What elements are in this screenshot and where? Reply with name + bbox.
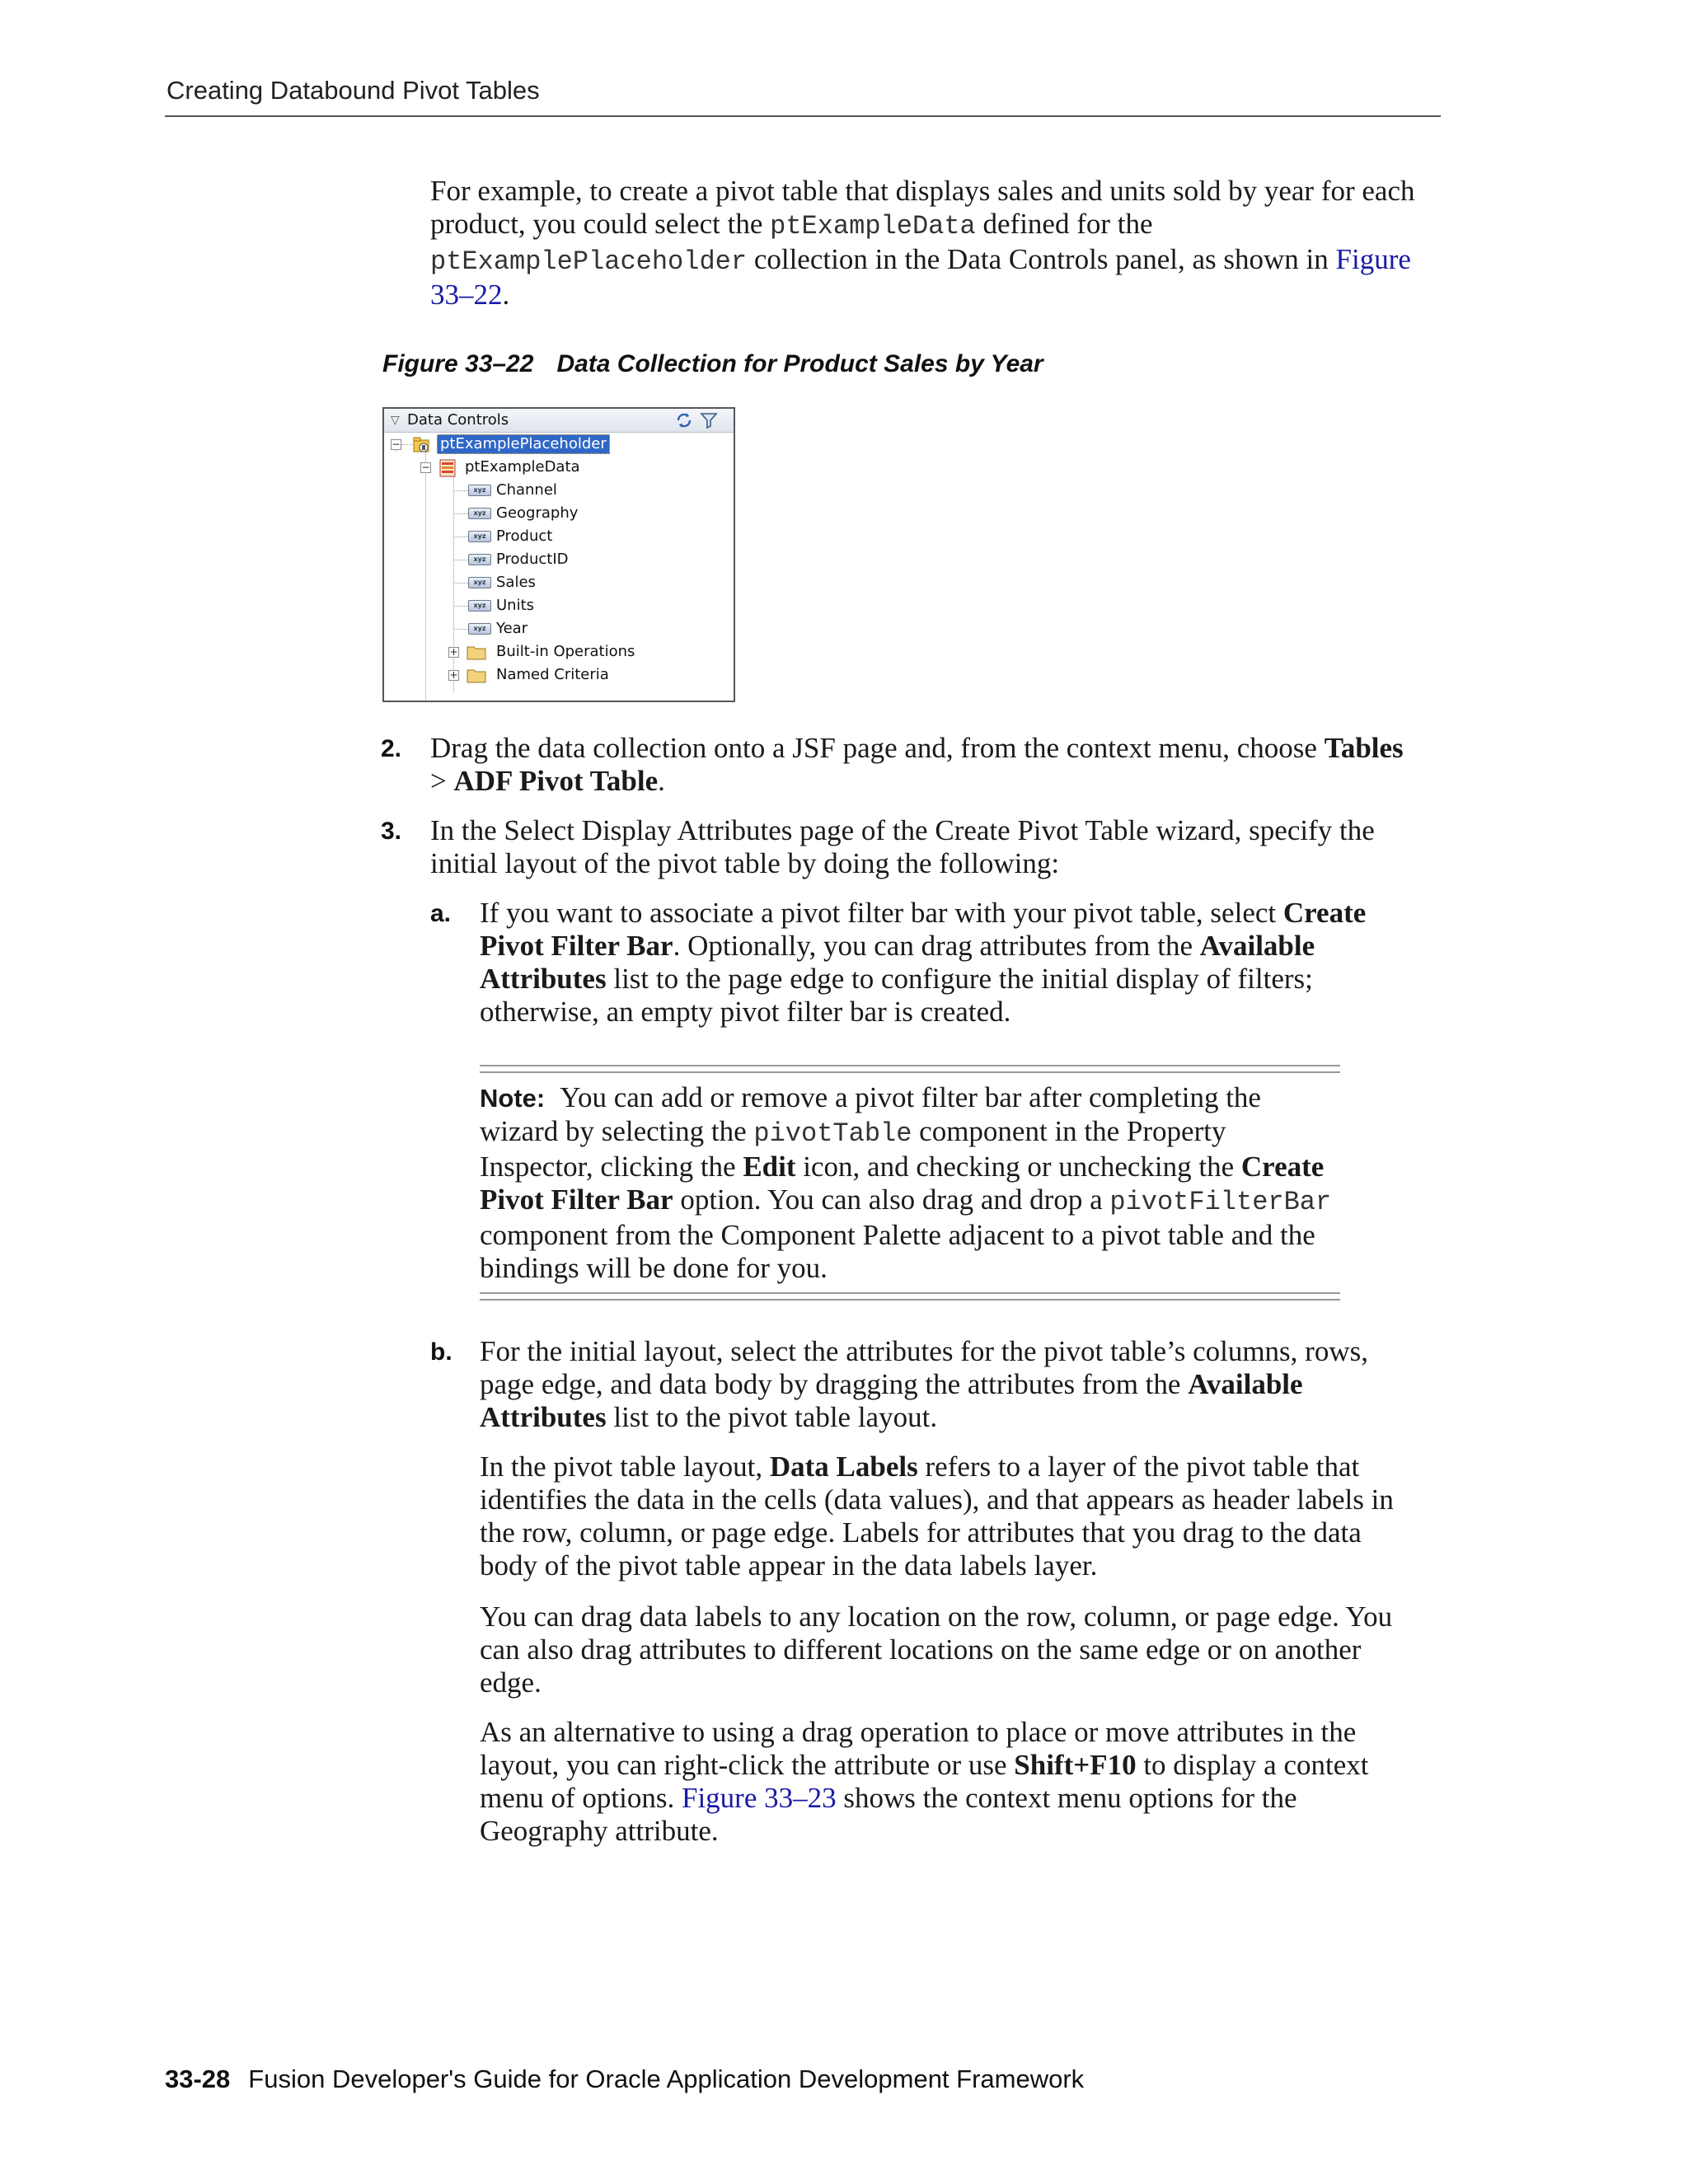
intro-paragraph: [430, 175, 1424, 312]
note-text-3: icon, and checking or unchecking the: [795, 1151, 1241, 1183]
tree-line: [453, 606, 470, 607]
step-2-bold-1: Tables: [1324, 732, 1404, 764]
step-3a-bold-2: Available Attributes: [480, 930, 1315, 995]
collapse-triangle-icon[interactable]: ▽: [391, 414, 400, 427]
data-controls-panel: [382, 407, 735, 702]
data-labels-text-1: In the pivot table layout,: [480, 1451, 770, 1483]
tree-node-attribute[interactable]: [384, 480, 734, 501]
collapse-icon[interactable]: −: [392, 438, 401, 450]
panel-title: Data Controls: [407, 411, 509, 429]
note-bold-2: Create Pivot Filter Bar: [480, 1151, 1325, 1216]
data-labels-bold: Data Labels: [769, 1451, 918, 1483]
tree-label-attribute[interactable]: Geography: [496, 504, 579, 522]
note-text-5: component from the Component Palette adjacent to a pivot table and the bindings will be done for you.: [480, 1219, 1315, 1284]
step-3-text: In the Select Display Attributes page of the Create Pivot Table wizard, specify the initial layout of the pivot table by doing the following:: [430, 814, 1375, 879]
step-3a-bold-1: Create Pivot Filter Bar: [480, 897, 1367, 962]
tree-label-folder[interactable]: Named Criteria: [496, 666, 609, 683]
tree-label-attribute[interactable]: Product: [496, 527, 553, 545]
running-header: Creating Databound Pivot Tables: [166, 76, 540, 105]
tree-label-attribute[interactable]: ProductID: [496, 551, 569, 568]
figure-title: Data Collection for Product Sales by Year: [556, 350, 1043, 377]
header-rule: [165, 115, 1441, 117]
substep-letter: b.: [430, 1338, 452, 1366]
figure-number: Figure 33–22: [382, 350, 534, 377]
tree-line: [453, 629, 470, 630]
note-box: [480, 1081, 1340, 1285]
tree-label-folder[interactable]: Built-in Operations: [496, 643, 635, 660]
step-3a-text-1: If you want to associate a pivot filter bar with your pivot table, select: [480, 897, 1283, 929]
tree-node-attribute[interactable]: [384, 526, 734, 547]
alternative-text-1: As an alternative to using a drag operation to place or move attributes in the layout, you can right-click the attribute or use: [480, 1716, 1357, 1781]
step-3a-text-2: . Optionally, you can drag attributes from the: [673, 930, 1200, 962]
tree-node-attribute[interactable]: [384, 572, 734, 593]
alternative-text-3: shows the context menu options for the Geography attribute.: [480, 1782, 1297, 1847]
note-text-4: option. You can also drag and drop a: [673, 1183, 1110, 1216]
tree-node-attribute[interactable]: [384, 549, 734, 570]
refresh-icon[interactable]: [674, 410, 694, 430]
tree-node-attribute[interactable]: [384, 503, 734, 524]
code-pivotTable: pivotTable: [753, 1118, 912, 1149]
data-control-icon: [412, 435, 432, 453]
folder-icon: [467, 667, 486, 683]
attribute-icon: xyz: [468, 485, 491, 496]
step-3a-text-3: list to the page edge to configure the initial display of filters; otherwise, an empty pivot filter bar is created.: [480, 963, 1313, 1028]
intro-text-4: .: [502, 279, 510, 311]
step-number: 2.: [381, 735, 402, 762]
step-2-text-2: >: [430, 765, 454, 797]
tree-label-attribute[interactable]: Units: [496, 597, 535, 614]
folder-icon: [467, 644, 486, 660]
intro-text-1: For example, to create a pivot table that displays sales and units sold by year for each product, you could select the: [430, 175, 1415, 240]
tree-line: [453, 490, 470, 491]
tree-node-root[interactable]: [384, 434, 734, 455]
attribute-icon: xyz: [468, 623, 491, 635]
step-3b-text-2: list to the pivot table layout.: [606, 1401, 938, 1433]
step-3a-text: [480, 897, 1424, 1029]
attribute-icon: xyz: [468, 508, 491, 519]
note-bottom-rule: [480, 1292, 1340, 1301]
tree-label-collection[interactable]: ptExampleData: [465, 458, 580, 476]
alternative-text-2: to display a context menu of options.: [480, 1749, 1369, 1814]
attribute-icon: xyz: [468, 600, 491, 612]
attribute-icon: xyz: [468, 531, 491, 542]
book-title: Fusion Developer's Guide for Oracle Application Development Framework: [248, 2064, 1085, 2093]
step-3b-bold-1: Available Attributes: [480, 1368, 1303, 1433]
tree-node-collection[interactable]: [384, 457, 734, 478]
code-ptExampleData: ptExampleData: [770, 211, 976, 241]
step-number: 3.: [381, 818, 402, 845]
tree-node-attribute[interactable]: [384, 618, 734, 640]
tree-node-folder[interactable]: [384, 641, 734, 663]
step-2-text-3: .: [658, 765, 665, 797]
figure-link-33-23[interactable]: Figure 33–23: [681, 1782, 837, 1814]
figure-link-33-22[interactable]: Figure 33–22: [430, 243, 1411, 311]
step-2-text-1: Drag the data collection onto a JSF page and, from the context menu, choose: [430, 732, 1325, 764]
substep-letter: a.: [430, 900, 452, 927]
drag-labels-paragraph: You can drag data labels to any location on the row, column, or page edge. You can also drag attributes to different locations on the same edge or on another edge.: [480, 1601, 1393, 1699]
expand-icon[interactable]: +: [449, 646, 458, 658]
collapse-icon[interactable]: −: [421, 462, 430, 473]
tree-label-attribute[interactable]: Year: [496, 620, 528, 637]
panel-titlebar: [384, 409, 734, 433]
figure-caption: [382, 350, 1043, 378]
code-pivotFilterBar: pivotFilterBar: [1109, 1187, 1332, 1217]
data-labels-paragraph: [480, 1451, 1424, 1582]
expand-icon[interactable]: +: [449, 669, 458, 681]
step-2-text: [430, 732, 1424, 798]
tree-node-folder[interactable]: [384, 664, 734, 686]
page-footer: [165, 2064, 1084, 2094]
page-number: 33-28: [165, 2064, 231, 2093]
step-2-bold-2: ADF Pivot Table: [453, 765, 659, 797]
note-bold-1: Edit: [743, 1151, 796, 1183]
alternative-bold: Shift+F10: [1014, 1749, 1137, 1781]
note-text-2: component in the Property Inspector, clicking the: [480, 1115, 1226, 1183]
note-label: Note:: [480, 1084, 546, 1113]
tree-label-attribute[interactable]: Channel: [496, 481, 557, 499]
intro-text-3: collection in the Data Controls panel, as shown in: [747, 243, 1336, 275]
tree-line: [453, 513, 470, 514]
tree-label-attribute[interactable]: Sales: [496, 574, 536, 591]
note-text-1: You can add or remove a pivot filter bar after completing the wizard by selecting the: [480, 1081, 1261, 1147]
attribute-icon: xyz: [468, 577, 491, 588]
data-labels-text-2: refers to a layer of the pivot table that identifies the data in the cells (data values), and that appears as header labels in the row, column, or page edge. Labels for attributes that you drag to the data body of the pivot table appear in the data labels layer.: [480, 1451, 1394, 1582]
attribute-icon: xyz: [468, 554, 491, 565]
code-ptExamplePlaceholder: ptExamplePlaceholder: [430, 246, 748, 277]
filter-icon[interactable]: [699, 410, 719, 430]
collection-icon: [438, 459, 457, 477]
note-top-rule: [480, 1065, 1340, 1073]
tree-node-attribute[interactable]: [384, 595, 734, 616]
tree-line: [401, 444, 413, 445]
alternative-paragraph: [480, 1716, 1424, 1848]
step-3b-text-1: For the initial layout, select the attributes for the pivot table’s columns, rows, page edge, and data body by dragging the attributes from the: [480, 1335, 1368, 1400]
tree-label-root[interactable]: ptExamplePlaceholder: [437, 434, 610, 454]
step-3b-text: [480, 1335, 1424, 1434]
intro-text-2: defined for the: [975, 208, 1153, 240]
